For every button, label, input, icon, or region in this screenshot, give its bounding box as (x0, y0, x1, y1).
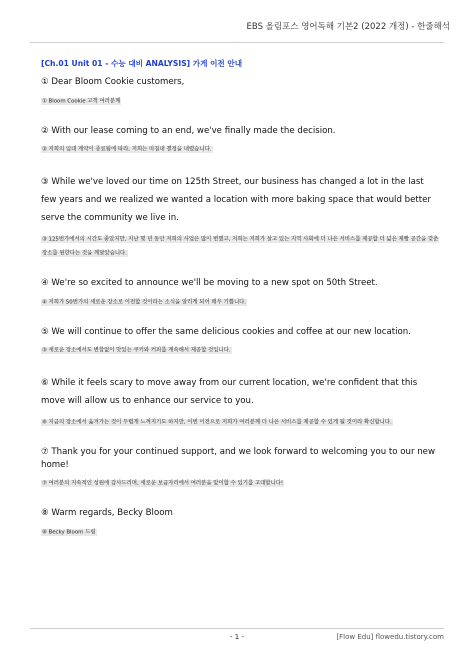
sentence-english: ⑥ While it feels scary to move away from our current location, we're confident that this move will allow us to enhance our service to you. (41, 378, 418, 406)
sentence-english: ⑧ Warm regards, Becky Bloom (41, 508, 173, 518)
sentence-korean: ③ 125번가에서의 시간도 좋았지만, 지난 몇 년 동안 저희의 사업은 많이 변했고, 저희는 저희가 살고 있는 지역 사회에 더 나은 서비스를 제공할 더 넓은 제빵 공간을 갖춘 장소를 원한다는 것을 깨달았습니다. (42, 236, 439, 257)
sentence-english: ⑦ Thank you for your continued support, and we look forward to welcoming you to our new home! (41, 446, 435, 470)
sentence-8 (41, 507, 441, 538)
sentence-6 (41, 374, 441, 428)
sentence-korean: ② 저희의 임대 계약이 종료됨에 따라, 저희는 마침내 결정을 내렸습니다. (42, 146, 212, 153)
footer-divider (30, 628, 444, 629)
sentence-4 (41, 277, 441, 308)
sentence-list (41, 76, 441, 538)
header-divider (30, 42, 444, 43)
sentence-7 (41, 446, 441, 490)
sentence-1 (41, 76, 441, 107)
header-title: EBS 올림포스 영어독해 기본2 (2022 개정) - 한줄해석 (246, 22, 450, 32)
page-number: - 1 - (230, 633, 244, 641)
sentence-3 (41, 173, 441, 259)
sentence-5 (41, 326, 441, 357)
sentence-english: ② With our lease coming to an end, we've finally made the decision. (41, 125, 336, 136)
sentence-english: ① Dear Bloom Cookie customers, (41, 77, 185, 87)
sentence-korean: ⑥ 지금의 장소에서 옮겨가는 것이 두렵게 느껴지기도 하지만, 이번 이전으로 저희가 여러분께 더 나은 서비스를 제공할 수 있게 될 것이라 확신합니다. (42, 419, 392, 425)
sentence-2 (41, 125, 441, 156)
sentence-korean: ⑧ Becky Bloom 드림 (42, 529, 96, 535)
unit-title: [Ch.01 Unit 01 - 수능 대비 ANALYSIS] 가게 이전 안내 (41, 59, 243, 68)
sentence-korean: ⑤ 새로운 장소에서도 변함없이 맛있는 쿠키와 커피를 계속해서 제공할 것입니다. (42, 347, 231, 354)
sentence-korean: ④ 저희가 50번가의 새로운 장소로 이전할 것이라는 소식을 알리게 되어 매우 기쁩니다. (42, 299, 247, 305)
sentence-english: ③ While we've loved our time on 125th Street, our business has changed a lot in the last few years and we realized we wanted a location with more baking space that would better serve the community we live in. (41, 177, 431, 223)
footer-source: [Flow Edu] flowedu.tistory.com (336, 633, 444, 641)
sentence-korean: ① Bloom Cookie 고객 여러분께 (42, 98, 121, 104)
sentence-korean: ⑦ 여러분의 지속적인 성원에 감사드리며, 새로운 보금자리에서 여러분을 맞이할 수 있기를 고대합니다! (42, 480, 284, 487)
sentence-english: ④ We're so excited to announce we'll be moving to a new spot on 50th Street. (41, 278, 378, 288)
sentence-english: ⑤ We will continue to offer the same delicious cookies and coffee at our new location. (41, 326, 411, 337)
